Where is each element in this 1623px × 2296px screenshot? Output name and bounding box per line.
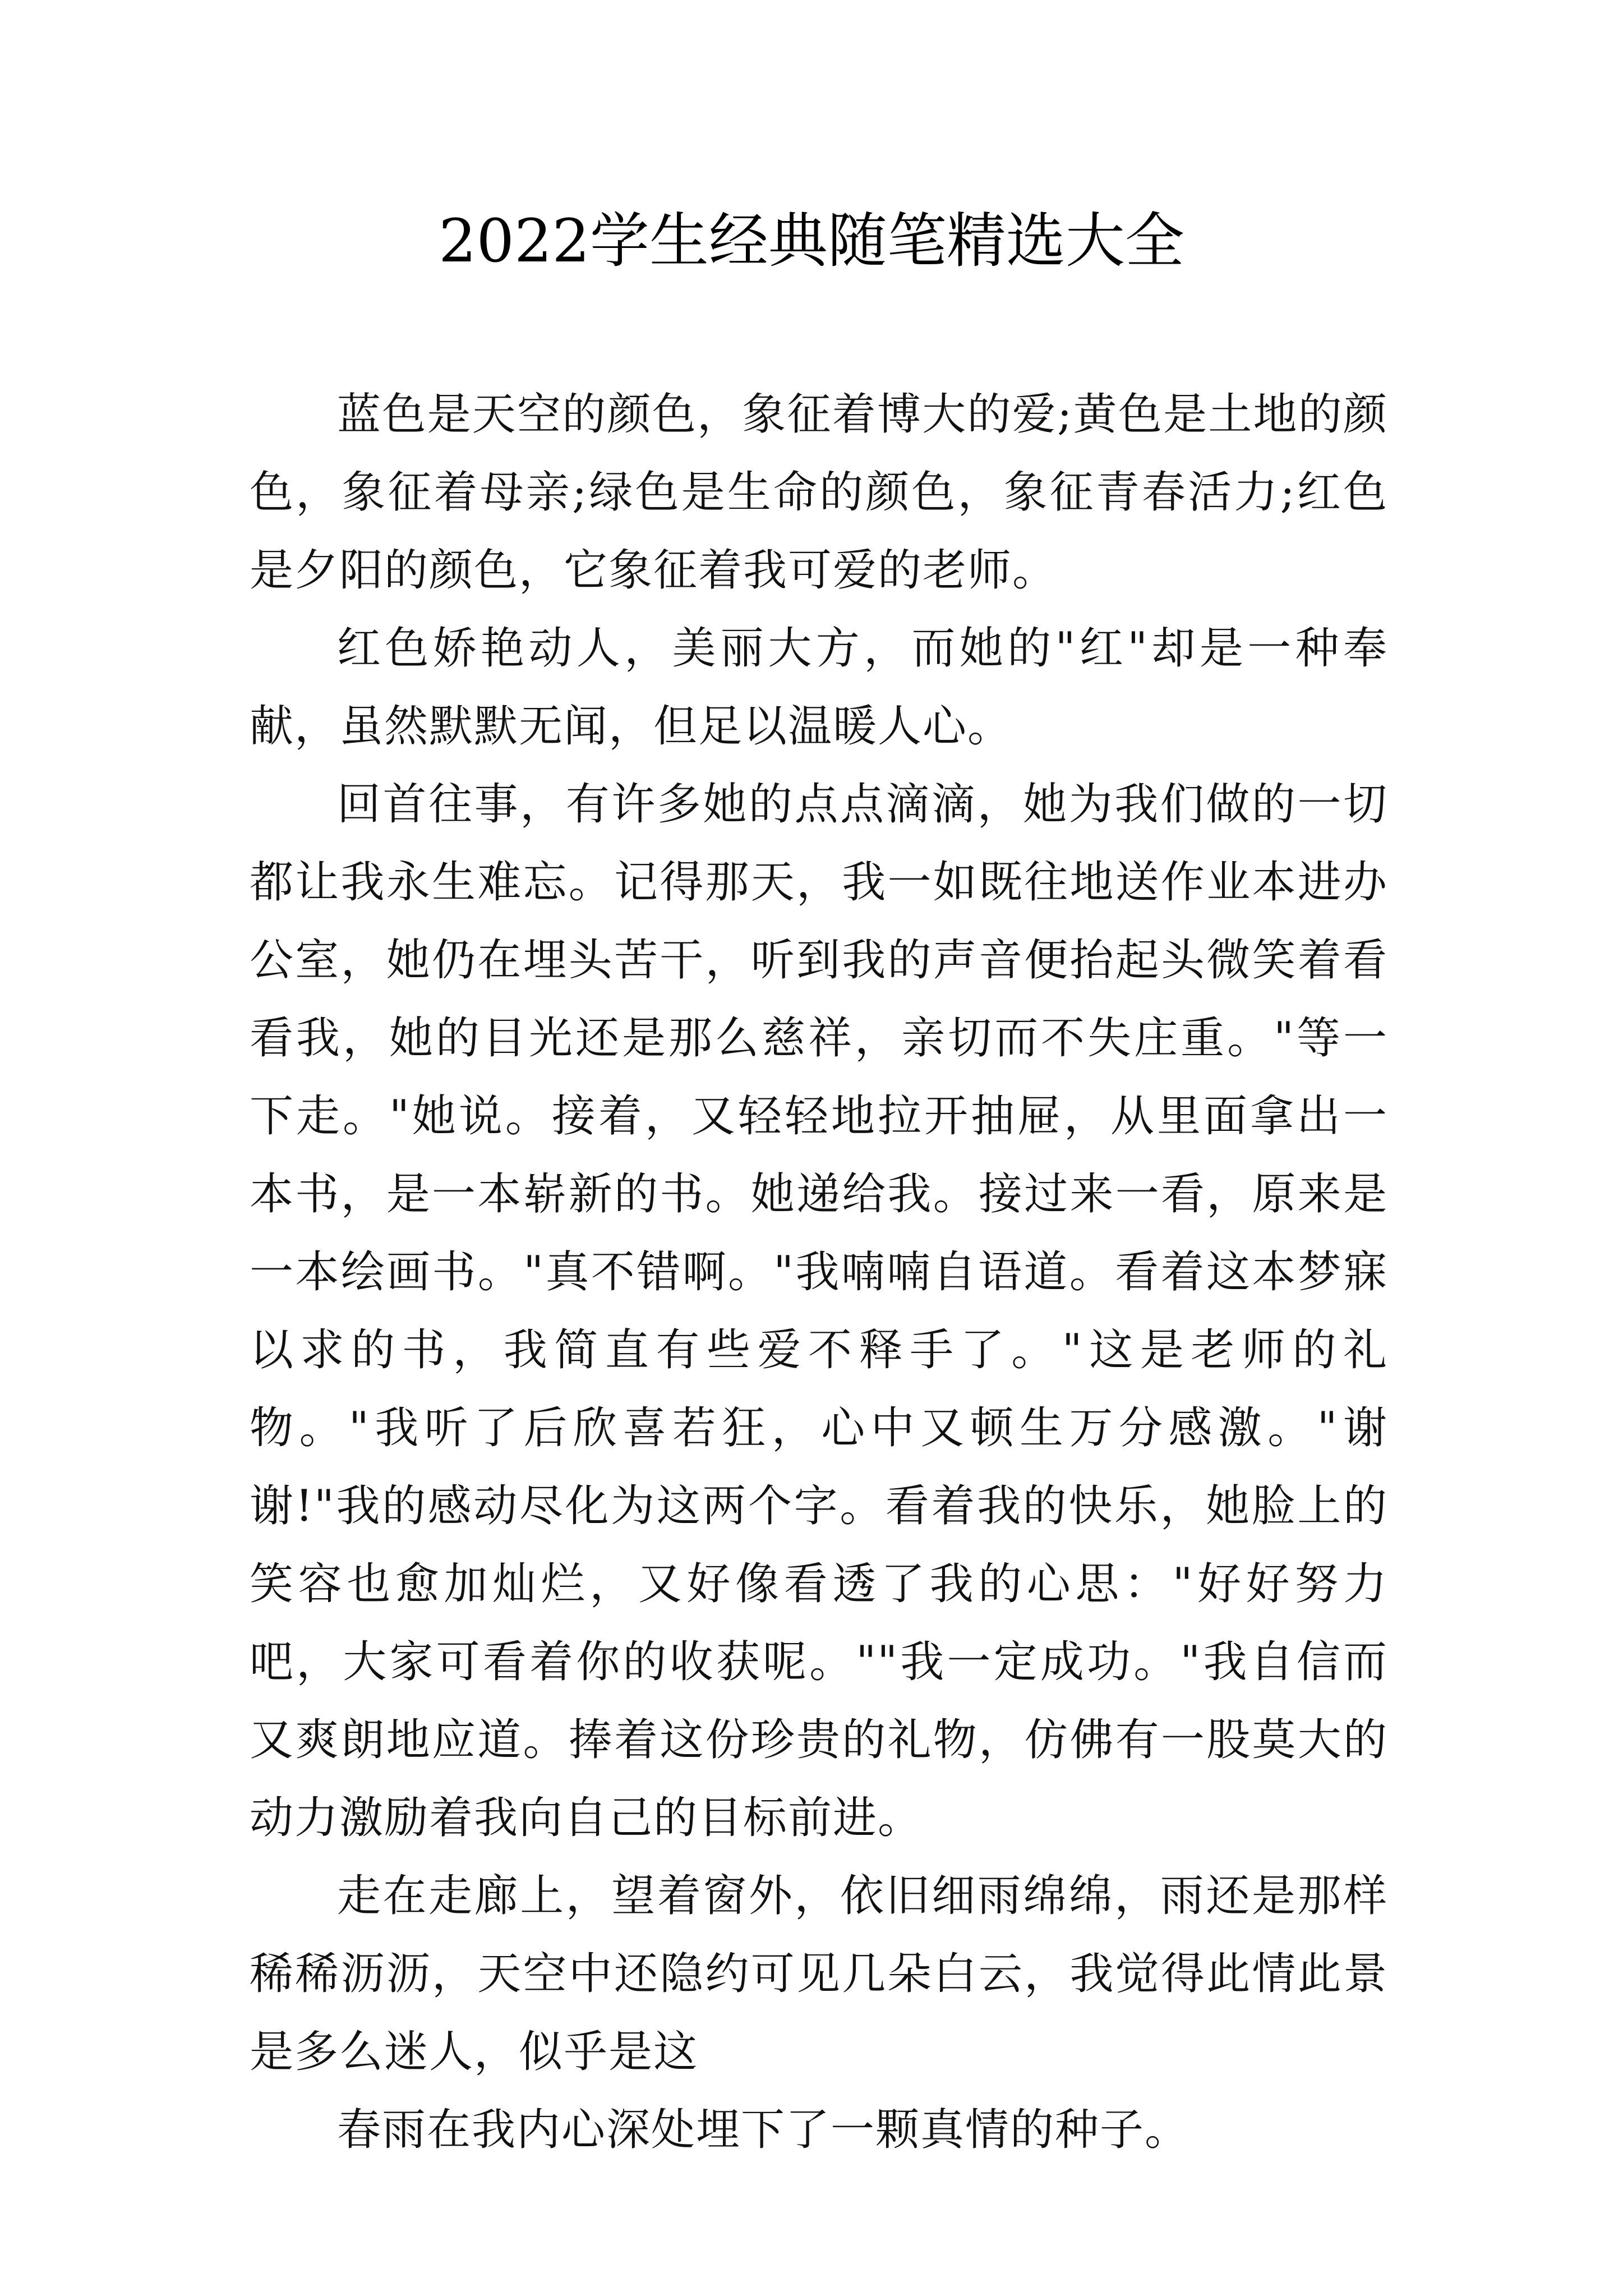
- paragraph-1: 蓝色是天空的颜色，象征着博大的爱;黄色是土地的颜色，象征着母亲;绿色是生命的颜色，象征青春活力;红色是夕阳的颜色，它象征着我可爱的老师。: [250, 389, 1388, 596]
- document-body: [250, 376, 1388, 2169]
- paragraph-2: 红色娇艳动人，美丽大方，而她的"红"却是一种奉献，虽然默默无闻，但足以温暖人心。: [250, 623, 1388, 752]
- document-title: 2022学生经典随笔精选大全: [439, 206, 1184, 275]
- paragraph-3: 回首往事，有许多她的点点滴滴，她为我们做的一切都让我永生难忘。记得那天，我一如既往地送作业本进办公室，她仍在埋头苦干，听到我的声音便抬起头微笑着看看我，她的目光还是那么慈祥，亲切而不失庄重。"等一下走。"她说。接着，又轻轻地拉开抽屉，从里面拿出一本书，是一本崭新的书。她递给我。接过来一看，原来是一本绘画书。"真不错啊。"我喃喃自语道。看着这本梦寐以求的书，我简直有些爱不释手了。"这是老师的礼物。"我听了后欣喜若狂，心中又顿生万分感激。"谢谢!"我的感动尽化为这两个字。看着我的快乐，她脸上的笑容也愈加灿烂，又好像看透了我的心思："好好努力吧，大家可看着你的收获呢。""我一定成功。"我自信而又爽朗地应道。捧着这份珍贵的礼物，仿佛有一股莫大的动力激励着我向自己的目标前进。: [250, 779, 1388, 1843]
- paragraph-5: 春雨在我内心深处埋下了一颗真情的种子。: [337, 2105, 1190, 2155]
- paragraph-4: 走在走廊上，望着窗外，依旧细雨绵绵，雨还是那样稀稀沥沥，天空中还隐约可见几朵白云，我觉得此情此景是多么迷人，似乎是这: [250, 1871, 1388, 2077]
